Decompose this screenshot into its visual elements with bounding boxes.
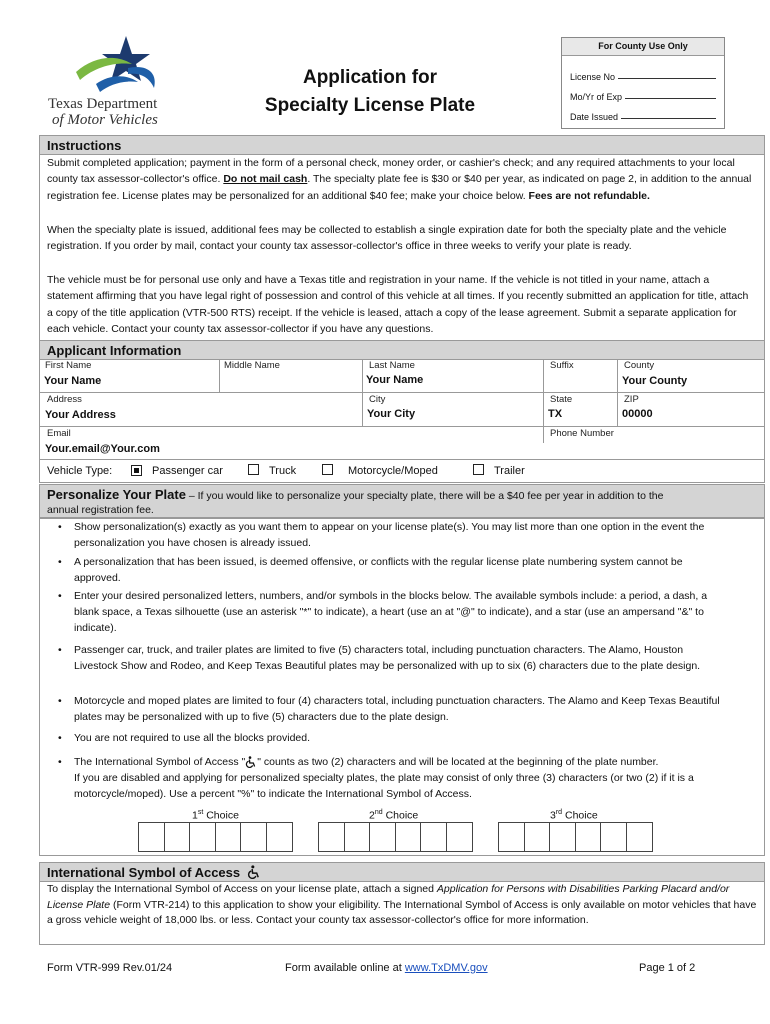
state-input[interactable]: TX: [548, 408, 563, 420]
county-use-heading: For County Use Only: [562, 38, 724, 56]
choice-1-block[interactable]: [165, 823, 191, 851]
personalize-heading-line2: annual registration fee.: [47, 504, 154, 516]
p1-text-a: Submit completed application; payment in the form of a personal check, money order, or cashier's check; and any required attachments to your local county tax assessor-collector's office.: [47, 157, 735, 186]
texas-star-logo-icon: [66, 34, 166, 96]
mo-yr-exp-label: Mo/Yr of Exp: [570, 92, 623, 102]
p1-fees-not-refundable: Fees are not refundable.: [528, 189, 650, 202]
choice-1-block[interactable]: [139, 823, 165, 851]
mo-yr-exp-field[interactable]: [562, 82, 724, 102]
personalize-bullet: • Motorcycle and moped plates are limited to four (4) characters total, including punctuation characters. The Alamo and Keep Texas Beautiful plates may be personalized with up to five (5) characters due to the plate design.: [54, 693, 729, 725]
isa-bullet-text-a: The International Symbol of Access ": [74, 756, 246, 768]
license-no-field[interactable]: [562, 62, 724, 82]
choice-3-block[interactable]: [576, 823, 602, 851]
form-title-line1: Application for: [302, 67, 438, 88]
instructions-paragraph-2: When the specialty plate is issued, additional fees may be collected to establish a single expiration date for both the specialty plate and the vehicle registration. If you order by mail, contact your county tax assessor-collector's office in three weeks to verify your plate is ready.: [47, 224, 727, 253]
txdmv-logo: [48, 34, 178, 130]
choice-1-block[interactable]: [241, 823, 267, 851]
choice-1-label: 1st Choice: [192, 809, 239, 822]
county-label: County: [624, 360, 655, 371]
choice-2-block[interactable]: [421, 823, 447, 851]
vehicle-type-label: Vehicle Type:: [47, 465, 113, 477]
date-issued-label: Date Issued: [570, 112, 619, 122]
vehicle-type-motorcycle-checkbox[interactable]: [322, 464, 333, 475]
date-issued-field[interactable]: [562, 102, 724, 122]
personalize-bullet: • Passenger car, truck, and trailer plates are limited to five (5) characters total, including punctuation characters. The Alamo, Houston Livestock Show and Rodeo, and Keep Texas Beautiful plates may be personalized with up to six (6) characters due to the plate design.: [54, 642, 729, 674]
choice-3-block[interactable]: [601, 823, 627, 851]
isa-heading: International Symbol of Access: [47, 865, 241, 880]
choice-3-block[interactable]: [499, 823, 525, 851]
p1-do-not-mail-cash: Do not mail cash: [223, 173, 308, 186]
instructions-paragraph-1: [47, 155, 757, 204]
county-input[interactable]: Your County: [622, 375, 688, 387]
choice-2-block[interactable]: [345, 823, 371, 851]
choice-1-block[interactable]: [216, 823, 242, 851]
choice-2-block[interactable]: [396, 823, 422, 851]
suffix-label: Suffix: [550, 360, 574, 371]
personalize-bullet: • You are not required to use all the blocks provided.: [54, 730, 729, 746]
form-title-line2: Specialty License Plate: [264, 95, 476, 116]
isa-heading-bar: [39, 862, 765, 882]
city-input[interactable]: Your City: [367, 408, 416, 420]
choice-2-block[interactable]: [370, 823, 396, 851]
choice-3-blocks[interactable]: [498, 822, 653, 852]
form-title: [245, 64, 495, 120]
first-name-input[interactable]: Your Name: [44, 375, 102, 387]
choice-1-block[interactable]: [267, 823, 293, 851]
license-no-label: License No: [570, 72, 616, 82]
vehicle-type-truck-checkbox[interactable]: [248, 464, 259, 475]
vehicle-type-truck-label: Truck: [269, 465, 297, 477]
footer-page-number: Page 1 of 2: [639, 962, 696, 974]
vehicle-type-passenger-car-label: Passenger car: [152, 465, 223, 477]
applicant-heading: Applicant Information: [39, 340, 765, 360]
county-use-box: [561, 37, 725, 129]
email-input[interactable]: Your.email@Your.com: [45, 443, 160, 455]
isa-text-a: To display the International Symbol of Access on your license plate, attach a signed: [47, 883, 437, 895]
choice-1-block[interactable]: [190, 823, 216, 851]
phone-label: Phone Number: [550, 428, 614, 439]
vehicle-type-passenger-car-checkbox[interactable]: [131, 465, 142, 476]
choice-2-block[interactable]: [319, 823, 345, 851]
choice-3-block[interactable]: [627, 823, 653, 851]
footer-online: [285, 962, 488, 974]
agency-name-line1: Texas Department: [48, 96, 158, 112]
isa-text-c: (Form VTR-214) to this application to show your eligibility. The International Symbol of Access is only available on motor vehicles that have a gross vehicle weight of 18,000 lbs. or less. Contact your county tax assessor-collector's office for more information.: [47, 898, 757, 926]
middle-name-label: Middle Name: [224, 360, 280, 371]
choice-2-label: 2nd Choice: [369, 809, 419, 822]
instructions-heading: Instructions: [39, 135, 765, 155]
last-name-input[interactable]: Your Name: [366, 374, 424, 386]
choice-3-block[interactable]: [525, 823, 551, 851]
first-name-label: First Name: [45, 360, 92, 371]
choice-3-block[interactable]: [550, 823, 576, 851]
isa-paragraph: [47, 882, 757, 929]
wheelchair-icon: [247, 865, 261, 879]
choice-3-label: 3rd Choice: [550, 809, 598, 822]
state-label: State: [550, 394, 573, 405]
address-label: Address: [47, 394, 82, 405]
personalize-bullet: • Show personalization(s) exactly as you want them to appear on your license plate(s). You may list more than one option in the event the personalization you have chosen is already issued.: [54, 519, 729, 551]
personalize-heading-rest: – If you would like to personalize your specialty plate, there will be a $40 fee per year in addition to the: [185, 490, 664, 502]
vehicle-type-trailer-label: Trailer: [494, 465, 525, 477]
isa-bullet-text-c: If you are disabled and applying for personalized specialty plates, the plate may consist of only three (3) characters (or two (2) if it is a motorcycle/moped). Use a percent "%" to indicate the International Symbol of Access.: [74, 772, 694, 801]
isa-form-title: Application for Persons with Disabilities Parking Placard and/or License Plate: [47, 883, 730, 911]
footer-online-text: Form available online at: [285, 962, 405, 974]
personalize-bullet: • Enter your desired personalized letters, numbers, and/or symbols in the blocks below. The available symbols include: a period, a dash, a blank space, a Texas silhouette (use an asterisk "*" to indicate), a heart (use an at "@" to indicate), and a star (use an ampersand "&" to indicate).: [54, 588, 729, 637]
zip-label: ZIP: [624, 394, 639, 405]
isa-bullet-text-b: " counts as two (2) characters and will be located at the beginning of the plate number.: [257, 756, 659, 768]
personalize-bullet-isa: [54, 754, 729, 803]
address-input[interactable]: Your Address: [45, 409, 116, 421]
choice-2-block[interactable]: [447, 823, 473, 851]
choice-2-blocks[interactable]: [318, 822, 473, 852]
personalize-heading: Personalize Your Plate: [47, 487, 186, 502]
zip-input[interactable]: 00000: [622, 408, 653, 420]
city-label: City: [369, 394, 386, 405]
vehicle-type-trailer-checkbox[interactable]: [473, 464, 484, 475]
vehicle-type-motorcycle-label: Motorcycle/Moped: [348, 465, 438, 477]
last-name-label: Last Name: [369, 360, 415, 371]
instructions-paragraph-3: The vehicle must be for personal use only and have a Texas title and registration in your name. If the vehicle is not titled in your name, attach a statement affirming that you have legal right of possession and control of this vehicle at all times. If you recently submitted an application for title, attach a copy of the title application (VTR-500 RTS) receipt. If the vehicle is leased, attach a copy of the lease agreement. Submit a separate application for each vehicle. Contact your county tax assessor-collector if you have any questions.: [47, 274, 749, 336]
wheelchair-icon: [245, 756, 257, 768]
p1-text-c: . The specialty plate fee is $30 or $40 per year, as indicated on page 2, in addition to the annual registration fee. License plates may be personalized for an additional $40 fee; make your choice below.: [47, 173, 752, 202]
agency-name-line2: of Motor Vehicles: [52, 112, 158, 128]
footer-form-number: Form VTR-999 Rev.01/24: [47, 962, 173, 974]
personalize-bullet: • A personalization that has been issued, is deemed offensive, or conflicts with the regular license plate numbering system cannot be approved.: [54, 554, 729, 586]
choice-1-blocks[interactable]: [138, 822, 293, 852]
email-label: Email: [47, 428, 71, 439]
txdmv-website-link[interactable]: www.TxDMV.gov: [404, 962, 488, 974]
